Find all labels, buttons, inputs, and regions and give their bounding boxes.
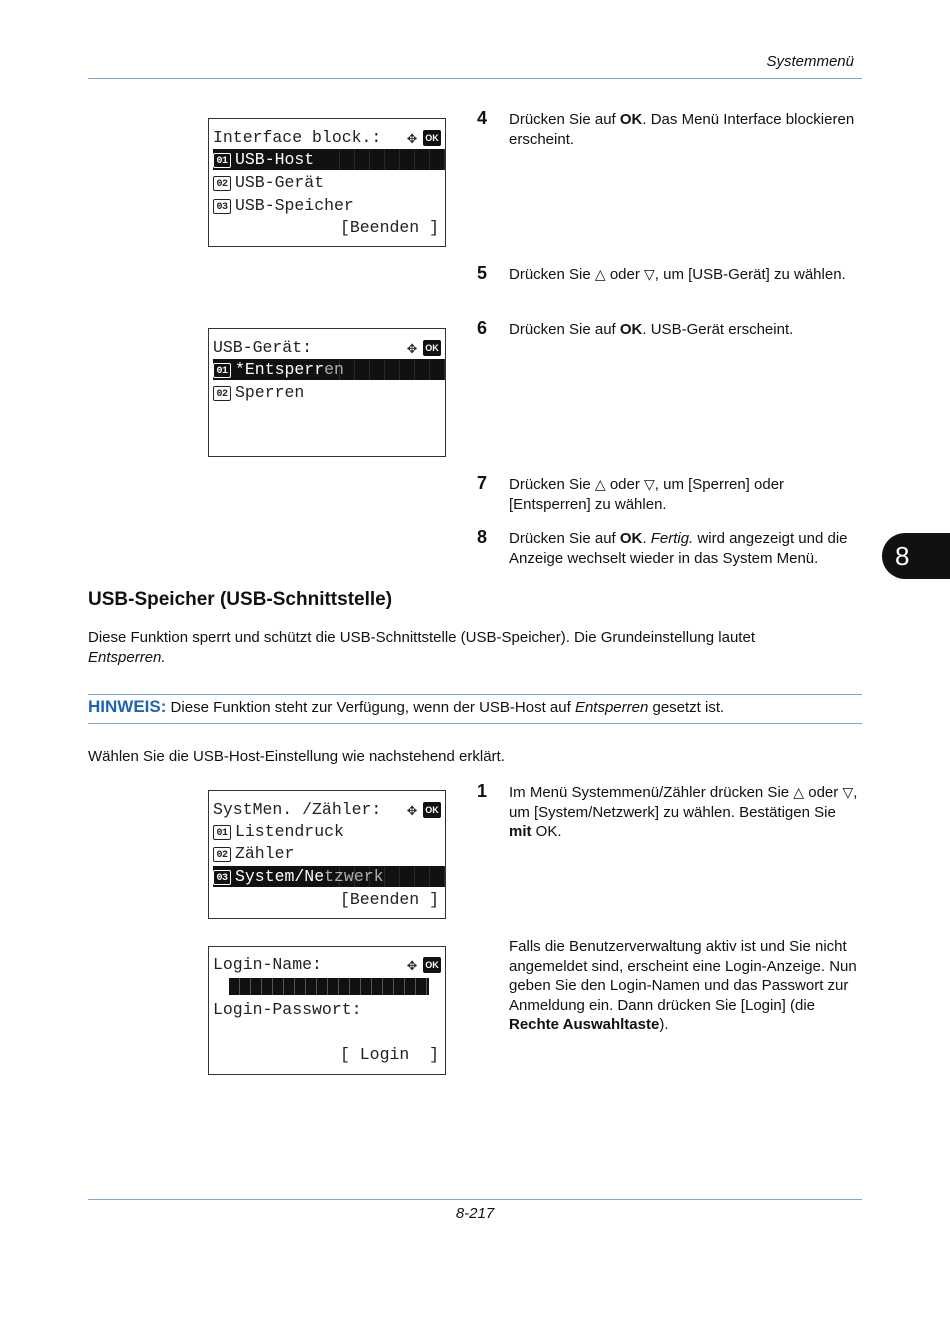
lcd-nav-icons — [407, 800, 441, 820]
down-arrow-icon: ▽ — [644, 476, 655, 492]
item-label: Zähler — [235, 844, 295, 863]
lcd-title: Login-Name: — [213, 955, 322, 974]
step-6-text: Drücken Sie auf OK. USB-Gerät erscheint. — [509, 321, 794, 338]
lcd-title: USB-Gerät: — [213, 338, 313, 357]
login-name-input — [229, 978, 429, 995]
item-number: 03 — [213, 870, 231, 885]
note-bottom-rule — [88, 723, 862, 724]
step-number: 8 — [477, 527, 488, 547]
down-arrow-icon: ▽ — [644, 266, 655, 282]
select-instruction: Wählen Sie die USB-Host-Einstellung wie nachstehend erklärt. — [88, 748, 505, 765]
note-label: HINWEIS: — [88, 697, 167, 716]
step-number: 7 — [477, 473, 488, 493]
lcd-menu-item-zaehler — [213, 843, 445, 864]
item-label: USB-Host — [235, 150, 315, 169]
page-number: 8-217 — [455, 1205, 495, 1222]
cross-key-icon: ✥ — [407, 956, 417, 975]
cross-key-icon: ✥ — [407, 129, 417, 148]
item-label: USB-Gerät — [235, 173, 325, 192]
item-number: 03 — [213, 199, 231, 214]
item-number: 02 — [213, 176, 231, 191]
header-rule — [88, 78, 862, 79]
item-label: System/Netzwerk — [235, 867, 384, 886]
step-number: 5 — [477, 263, 488, 283]
up-arrow-icon: △ — [594, 266, 606, 282]
item-label: *Entsperren — [235, 360, 344, 379]
lcd-menu-item-system-netzwerk — [213, 866, 445, 887]
section-intro: Diese Funktion sperrt und schützt die USB-Schnittstelle (USB-Speicher). Die Grundeinstellung lautet Entsperren. — [88, 629, 755, 666]
down-arrow-icon: ▽ — [842, 784, 854, 800]
step-number: 6 — [477, 318, 488, 338]
step-7-text: Drücken Sie △ oder ▽, um [Sperren] oder [Entsperren] zu wählen. — [509, 476, 785, 513]
lcd-menu-item-listendruck — [213, 821, 445, 842]
step-number: 1 — [477, 781, 488, 801]
step-8-text: Drücken Sie auf OK. Fertig. wird angezeigt und die Anzeige wechselt wieder in das System Menü. — [509, 530, 848, 567]
lcd-softkey-login: [ Login ] — [339, 1045, 439, 1064]
page-header-title: Systemmenü — [766, 53, 854, 70]
lcd-screen-systemmenue — [208, 790, 446, 919]
step-4-text: Drücken Sie auf OK. Das Menü Interface blockieren erscheint. — [509, 111, 855, 148]
ok-key-icon: OK — [423, 340, 441, 356]
lcd-screen-interface-block — [208, 118, 446, 247]
item-label: Listendruck — [235, 822, 344, 841]
cross-key-icon: ✥ — [407, 339, 417, 358]
note-top-rule — [88, 694, 862, 695]
lcd-softkey-beenden: [Beenden ] — [339, 890, 439, 909]
lcd-title: Interface block.: — [213, 128, 382, 147]
lcd-menu-item-entsperren — [213, 359, 445, 380]
ok-key-icon: OK — [423, 130, 441, 146]
lcd-screen-login — [208, 946, 446, 1075]
note-box: HINWEIS: Diese Funktion steht zur Verfügung, wenn der USB-Host auf Entsperren gesetzt ist. — [88, 697, 725, 716]
lcd-menu-item-usb-geraet — [213, 172, 445, 193]
item-number: 01 — [213, 153, 231, 168]
item-number: 01 — [213, 825, 231, 840]
item-label: Sperren — [235, 383, 305, 402]
lcd-password-label: Login-Passwort: — [213, 1000, 362, 1019]
login-explanation-text: Falls die Benutzerverwaltung aktiv ist und Sie nicht angemeldet sind, erscheint eine Login-Anzeige. Nun geben Sie den Login-Namen und das Passwort zur Anmeldung ein. Dann drücken Sie [Login] (die Rechte Auswahltaste). — [509, 938, 857, 1033]
step-number: 4 — [477, 108, 488, 128]
lcd-softkey-beenden: [Beenden ] — [339, 218, 439, 237]
lcd-screen-usb-geraet — [208, 328, 446, 457]
item-number: 01 — [213, 363, 231, 378]
lcd-menu-item-usb-host — [213, 149, 445, 170]
lcd-title: SystMen. /Zähler: — [213, 800, 382, 819]
item-number: 02 — [213, 386, 231, 401]
ok-key-icon: OK — [423, 957, 441, 973]
item-number: 02 — [213, 847, 231, 862]
step-1-text: Im Menü Systemmenü/Zähler drücken Sie △ oder ▽, um [System/Netzwerk] zu wählen. Bestätigen Sie mit OK. — [509, 784, 858, 840]
lcd-nav-icons — [407, 955, 441, 975]
cross-key-icon: ✥ — [407, 801, 417, 820]
item-label: USB-Speicher — [235, 196, 354, 215]
step-5-text: Drücken Sie △ oder ▽, um [USB-Gerät] zu wählen. — [509, 266, 846, 283]
lcd-nav-icons — [407, 128, 441, 148]
chapter-tab: 8 — [882, 533, 950, 579]
section-title: USB-Speicher (USB-Schnittstelle) — [88, 589, 393, 610]
footer-rule — [88, 1199, 862, 1200]
lcd-nav-icons — [407, 338, 441, 358]
ok-key-icon: OK — [423, 802, 441, 818]
lcd-menu-item-sperren — [213, 382, 445, 403]
up-arrow-icon: △ — [793, 784, 805, 800]
up-arrow-icon: △ — [594, 476, 606, 492]
lcd-menu-item-usb-speicher — [213, 195, 445, 216]
